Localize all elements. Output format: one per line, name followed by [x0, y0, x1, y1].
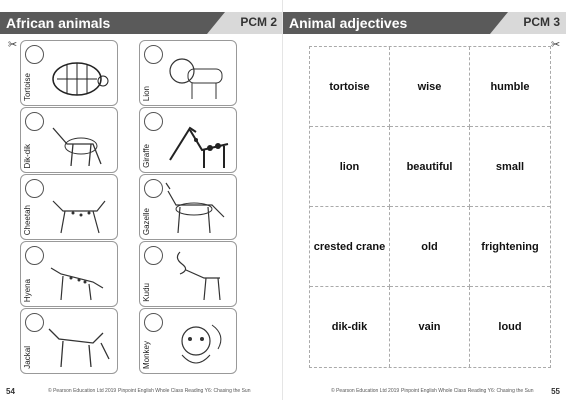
- word-card: wise: [390, 47, 470, 127]
- animal-card-lion: [139, 40, 237, 106]
- checkbox-circle[interactable]: [144, 246, 163, 265]
- animal-card-giraffe: [139, 107, 237, 173]
- animal-label: Dik-dik: [23, 143, 32, 168]
- tortoise-drawing: [43, 47, 113, 103]
- checkbox-circle[interactable]: [25, 179, 44, 198]
- right-pcm-tab: [508, 12, 566, 34]
- right-page-title: Animal adjectives: [289, 15, 408, 31]
- left-footer-title: Pinpoint English Whole Class Reading Y6: Chasing the Sun: [118, 388, 251, 394]
- left-pcm-tab: [225, 12, 283, 34]
- right-copyright: © Pearson Education Ltd 2019: [331, 388, 400, 394]
- checkbox-circle[interactable]: [25, 112, 44, 131]
- monkey-drawing: [162, 315, 232, 371]
- kudu-drawing: [162, 248, 232, 304]
- animal-label: Gazelle: [142, 207, 151, 235]
- animal-card-jackal: [20, 308, 118, 374]
- jackal-drawing: [43, 315, 113, 371]
- lion-drawing: [162, 47, 232, 103]
- gazelle-drawing: [162, 181, 232, 237]
- right-pcm-label: PCM 3: [523, 15, 560, 29]
- cheetah-drawing: [43, 181, 113, 237]
- animal-card-kudu: [139, 241, 237, 307]
- animal-card-dik-dik: [20, 107, 118, 173]
- checkbox-circle[interactable]: [144, 112, 163, 131]
- word-card: crested crane: [310, 207, 390, 287]
- checkbox-circle[interactable]: [144, 313, 163, 332]
- checkbox-circle[interactable]: [144, 179, 163, 198]
- left-page-title: African animals: [6, 15, 111, 31]
- right-header-bar: [283, 12, 566, 34]
- left-pcm-label: PCM 2: [240, 15, 277, 29]
- animal-label: Lion: [142, 85, 151, 101]
- word-card: old: [390, 207, 470, 287]
- animal-label: Kudu: [142, 283, 151, 302]
- animal-card-gazelle: [139, 174, 237, 240]
- word-card: vain: [390, 287, 470, 367]
- animal-label: Monkey: [142, 340, 151, 369]
- word-card: beautiful: [390, 127, 470, 207]
- checkbox-circle[interactable]: [25, 246, 44, 265]
- checkbox-circle[interactable]: [25, 313, 44, 332]
- left-header-bar: [0, 12, 283, 34]
- word-card: loud: [498, 321, 522, 333]
- word-card: humble: [470, 47, 550, 127]
- right-page: [283, 0, 566, 400]
- word-card: dik-dik: [310, 287, 390, 367]
- checkbox-circle[interactable]: [144, 45, 163, 64]
- checkbox-circle[interactable]: [25, 45, 44, 64]
- word-card: lion: [310, 127, 390, 207]
- left-page-number: 54: [6, 387, 15, 396]
- scissors-icon: ✂: [8, 39, 18, 51]
- animal-label: Cheetah: [23, 204, 32, 235]
- animal-card-monkey: [139, 308, 237, 374]
- animal-label: Jackal: [23, 346, 32, 369]
- left-copyright: © Pearson Education Ltd 2019: [48, 388, 117, 394]
- adjective-grid: [309, 46, 551, 368]
- animal-label: Hyena: [23, 278, 32, 302]
- word-card: frightening: [470, 207, 550, 287]
- animal-label: Giraffe: [142, 144, 151, 168]
- right-page-number: 55: [551, 387, 560, 396]
- scissors-icon: ✂: [551, 39, 561, 51]
- hyena-drawing: [43, 248, 113, 304]
- word-card: tortoise: [310, 47, 390, 127]
- animal-card-hyena: [20, 241, 118, 307]
- animal-label: Tortoise: [23, 72, 32, 101]
- word-card: small: [470, 127, 550, 207]
- giraffe-drawing: [162, 114, 232, 170]
- right-footer-title: Pinpoint English Whole Class Reading Y6: Chasing the Sun: [401, 388, 534, 394]
- animal-card-cheetah: [20, 174, 118, 240]
- dikdik-drawing: [43, 114, 113, 170]
- animal-card-tortoise: [20, 40, 118, 106]
